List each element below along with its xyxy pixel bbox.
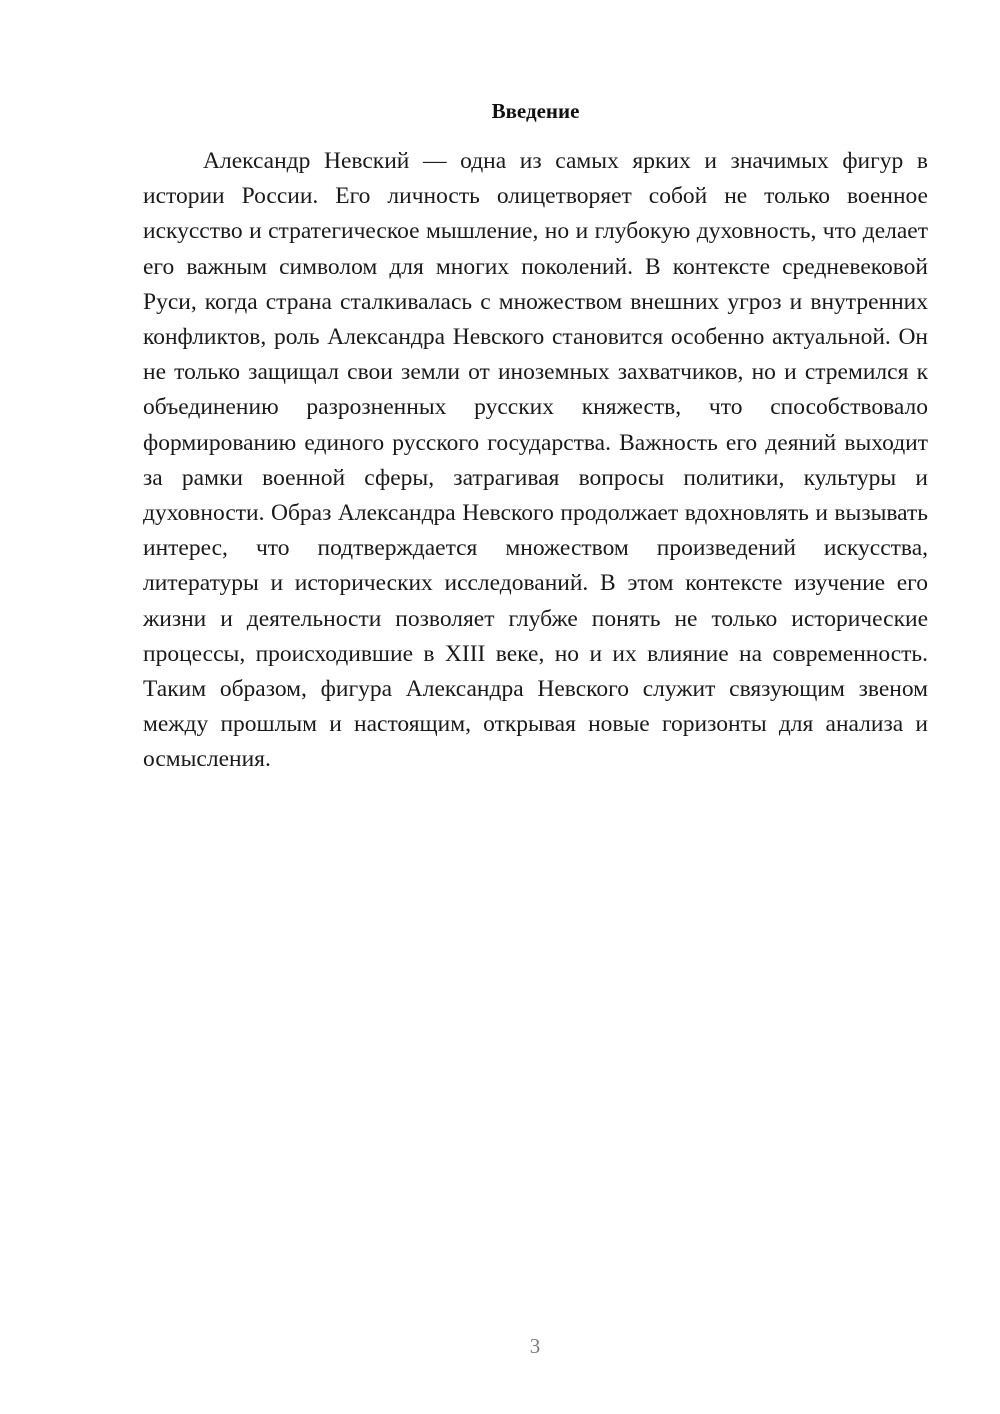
section-heading: Введение [491, 99, 580, 123]
introduction-paragraph: Александр Невский — одна из самых ярких и значимых фигур в истории России. Его личность олицетворяет собой не только военное искусство и стратегическое мышление, но и глубокую духовность, что делает его важным символом для многих поколений. В контексте средневековой Руси, когда страна сталкивалась с множеством внешних угроз и внутренних конфликтов, роль Александра Невского становится особенно актуальной. Он не только защищал свои земли от иноземных захватчиков, но и стремился к объединению разрозненных русских княжеств, что способствовало формированию единого русского государства. Важность его деяний выходит за рамки военной сферы, затрагивая вопросы политики, культуры и духовности. Образ Александра Невского продолжает вдохновлять и вызывать интерес, что подтверждается множеством произведений искусства, литературы и исторических исследований. В этом контексте изучение его жизни и деятельности позволяет глубже понять не только исторические процессы, происходившие в XIII веке, но и их влияние на современность. Таким образом, фигура Александра Невского служит связующим звеном между прошлым и настоящим, открывая новые горизонты для анализа и осмысления. [143, 148, 928, 773]
page-number: 3 [529, 1334, 541, 1358]
